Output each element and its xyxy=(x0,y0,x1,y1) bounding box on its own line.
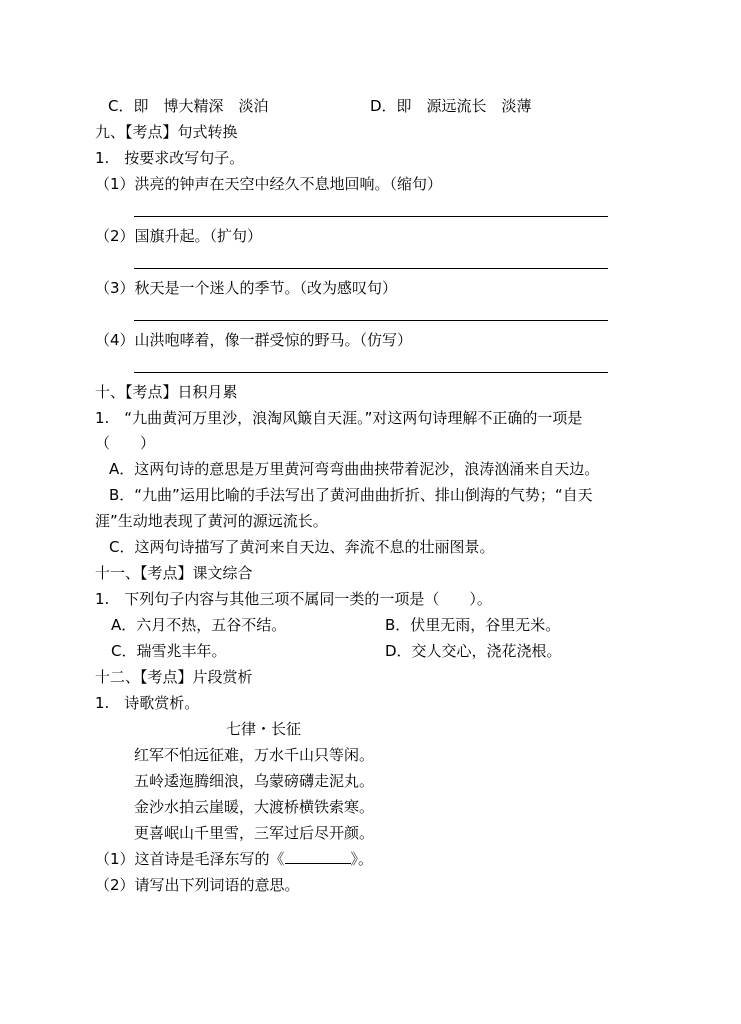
option-d-prev: D．即 源远流长 淡薄 xyxy=(370,97,532,115)
section9-question-1: 1. 按要求改写句子。 xyxy=(95,149,245,167)
section11-question-1: 1. 下列句子内容与其他三项不属同一类的一项是（ ）。 xyxy=(95,590,492,608)
poem-line-4: 更喜岷山千里雪，三军过后尽开颜。 xyxy=(134,824,375,842)
section10-heading: 十、【考点】日积月累 xyxy=(95,383,238,401)
poem-line-2: 五岭逶迤腾细浪，乌蒙磅礴走泥丸。 xyxy=(134,772,375,790)
answer-line-2[interactable] xyxy=(134,268,608,269)
poem-sub-question-1 xyxy=(95,849,373,869)
poem-sub-question-1-suffix: 》。 xyxy=(350,850,374,868)
section10-option-c: C．这两句诗描写了黄河来自天边、奔流不息的壮丽图景。 xyxy=(109,538,495,556)
section12-question-1: 1. 诗歌赏析。 xyxy=(95,694,200,712)
section10-option-b-line1: B．“九曲”运用比喻的手法写出了黄河曲曲折折、排山倒海的气势；“自天 xyxy=(109,486,593,504)
rewrite-item-3: （3）秋天是一个迷人的季节。（改为感叹句） xyxy=(95,279,398,297)
section11-option-b: B．伏里无雨，谷里无米。 xyxy=(385,616,561,634)
section11-option-d: D．交人交心，浇花浇根。 xyxy=(385,642,562,660)
section12-heading: 十二、【考点】片段赏析 xyxy=(95,668,253,686)
section10-option-b-line2: 涯”生动地表现了黄河的源远流长。 xyxy=(95,512,328,530)
rewrite-item-1: （1）洪亮的钟声在天空中经久不息地回响。（缩句） xyxy=(95,175,443,193)
poem-line-3: 金沙水拍云崖暖，大渡桥横铁索寒。 xyxy=(134,798,375,816)
section10-question-1: 1. “九曲黄河万里沙，浪淘风簸自天涯。”对这两句诗理解不正确的一项是 xyxy=(95,409,583,427)
answer-line-1[interactable] xyxy=(134,216,608,217)
answer-line-3[interactable] xyxy=(134,320,608,321)
answer-line-4[interactable] xyxy=(134,372,608,373)
rewrite-item-2: （2）国旗升起。（扩句） xyxy=(95,227,263,245)
section11-option-a: A．六月不热，五谷不结。 xyxy=(111,616,287,634)
poem-sub-question-2: （2）请写出下列词语的意思。 xyxy=(95,876,300,894)
poem-line-1: 红军不怕远征难，万水千山只等闲。 xyxy=(134,746,375,764)
rewrite-item-4: （4）山洪咆哮着，像一群受惊的野马。（仿写） xyxy=(95,331,413,349)
section10-option-a: A．这两句诗的意思是万里黄河弯弯曲曲挟带着泥沙，浪涛汹涌来自天边。 xyxy=(109,460,600,478)
section11-option-c: C．瑞雪兆丰年。 xyxy=(111,642,227,660)
poem-title: 七律・长征 xyxy=(226,720,302,738)
option-c-prev: C．即 博大精深 淡泊 xyxy=(108,97,269,115)
section11-heading: 十一、【考点】课文综合 xyxy=(95,564,253,582)
poem-title-blank[interactable] xyxy=(285,849,351,864)
section10-answer-blank: （ ） xyxy=(95,434,156,452)
section9-heading: 九、【考点】句式转换 xyxy=(95,123,238,141)
poem-sub-question-1-prefix: （1）这首诗是毛泽东写的《 xyxy=(95,850,285,868)
